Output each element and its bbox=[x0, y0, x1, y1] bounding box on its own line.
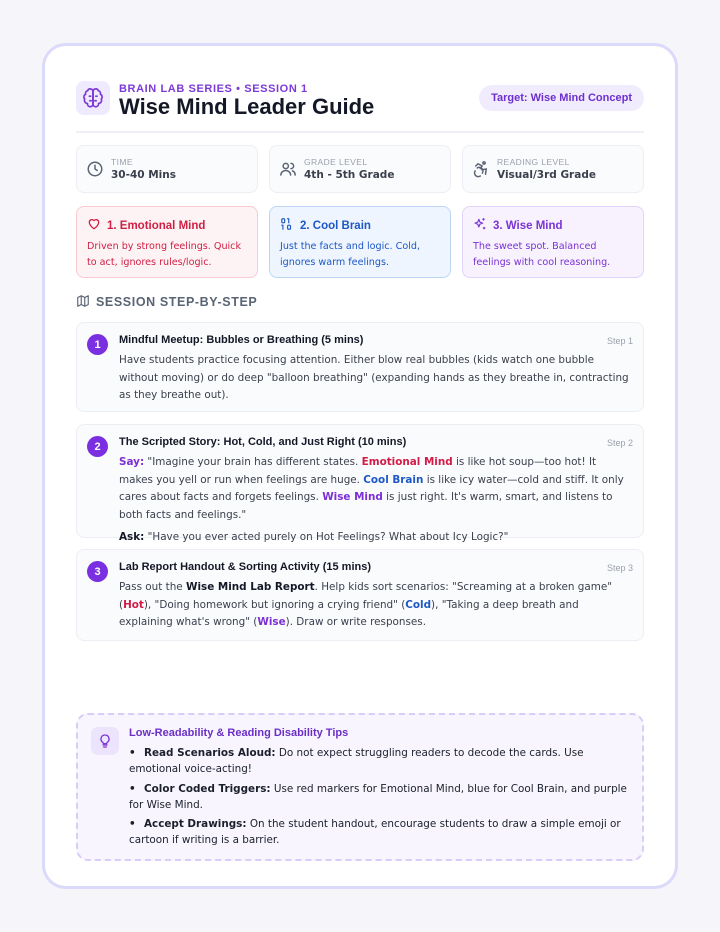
mind-title: 3. Wise Mind bbox=[493, 219, 563, 232]
guide-header bbox=[76, 79, 644, 133]
meta-label: READING LEVEL bbox=[497, 157, 570, 167]
hot-term: Hot bbox=[123, 598, 144, 611]
tip-item: • Color Coded Triggers: Use red markers for Emotional Mind, blue for Cool Brain, and purple for Wise Mind. bbox=[129, 782, 627, 811]
meta-row bbox=[76, 145, 644, 193]
mind-title: 1. Emotional Mind bbox=[107, 219, 206, 232]
step-title: The Scripted Story: Hot, Cold, and Just Right (10 mins) bbox=[119, 436, 407, 448]
say-label: Say: bbox=[119, 456, 145, 468]
accessibility-icon bbox=[472, 160, 490, 182]
users-icon bbox=[279, 160, 297, 182]
heart-icon bbox=[87, 217, 101, 234]
clock-icon bbox=[86, 160, 104, 182]
target-badge: Target: Wise Mind Concept bbox=[479, 85, 644, 111]
mind-description: Driven by strong feelings. Quick to act, ignores rules/logic. bbox=[87, 241, 242, 268]
step-label: Step 3 bbox=[606, 563, 633, 573]
cool-brain-term: Cool Brain bbox=[363, 473, 424, 486]
tips-box bbox=[76, 713, 644, 861]
step-body: Pass out the Wise Mind Lab Report. Help kids sort scenarios: "Screaming at a broken game" (Hot), "Doing homework but ignoring a crying friend" (Cold), "Taking a deep breath and explaining what's wrong" (Wise). Draw or write responses. bbox=[119, 581, 613, 628]
mind-card-wise bbox=[462, 206, 644, 278]
cold-term: Cold bbox=[405, 598, 432, 611]
section-title: SESSION STEP-BY-STEP bbox=[76, 293, 644, 311]
ask-label: Ask: bbox=[119, 531, 145, 543]
step-body bbox=[119, 454, 629, 547]
wise-mind-term: Wise Mind bbox=[322, 491, 383, 503]
mind-title: 2. Cool Brain bbox=[300, 219, 371, 232]
step-card-2 bbox=[76, 424, 644, 543]
meta-label: TIME bbox=[111, 157, 133, 167]
step-label: Step 2 bbox=[606, 438, 633, 448]
mind-description: The sweet spot. Balanced feelings with cool reasoning. bbox=[473, 241, 611, 268]
mind-cards bbox=[76, 206, 644, 278]
meta-label: GRADE LEVEL bbox=[304, 157, 368, 167]
page-title: Wise Mind Leader Guide bbox=[119, 94, 375, 119]
say-paragraph: Say: "Imagine your brain has different states. Emotional Mind is like hot soup—too hot! It makes you yell or run when feelings are huge. Cool Brain is like icy water—cold and stiff. It only cares about facts and forgets feelings. Wise Mind is just right. It's warm, smart, and listens to both facts and feelings." bbox=[119, 456, 624, 521]
binary-icon bbox=[280, 217, 294, 234]
meta-value: Visual/3rd Grade bbox=[497, 169, 596, 181]
brain-icon bbox=[76, 81, 110, 115]
sparkles-icon bbox=[473, 217, 487, 234]
step-number: 3 bbox=[87, 561, 108, 582]
step-title: Lab Report Handout & Sorting Activity (15 mins) bbox=[119, 561, 371, 573]
step-label: Step 1 bbox=[606, 336, 633, 346]
tips-title: Low-Readability & Reading Disability Tips bbox=[129, 727, 349, 739]
meta-grade bbox=[269, 145, 451, 193]
step-number: 2 bbox=[87, 436, 108, 457]
step-body: Have students practice focusing attention. Either blow real bubbles (kids watch one bubble without moving) or do deep "balloon breathing" (expanding hands as they breathe in, contracting as they breathe out). bbox=[119, 354, 629, 401]
tips-list bbox=[129, 745, 630, 852]
tip-item: • Read Scenarios Aloud: Do not expect struggling readers to decode the cards. Use emotional voice-acting! bbox=[129, 747, 584, 775]
meta-value: 30-40 Mins bbox=[111, 169, 177, 181]
step-number: 1 bbox=[87, 334, 108, 355]
emotional-mind-term: Emotional Mind bbox=[361, 456, 453, 468]
series-label: BRAIN LAB SERIES • SESSION 1 bbox=[119, 83, 308, 95]
tip-item: • Accept Drawings: On the student handout, encourage students to draw a simple emoji or cartoon if writing is a barrier. bbox=[129, 818, 621, 846]
map-icon bbox=[76, 294, 90, 311]
ask-paragraph: Ask: "Have you ever acted purely on Hot Feelings? What about Icy Logic?" bbox=[119, 531, 509, 543]
meta-time bbox=[76, 145, 258, 193]
step-card-3 bbox=[76, 549, 644, 641]
step-title: Mindful Meetup: Bubbles or Breathing (5 mins) bbox=[119, 334, 364, 346]
mind-description: Just the facts and logic. Cold, ignores warm feelings. bbox=[280, 241, 420, 268]
lightbulb-icon bbox=[91, 727, 119, 755]
wise-term: Wise bbox=[257, 616, 286, 628]
meta-reading bbox=[462, 145, 644, 193]
leader-guide-card bbox=[42, 43, 678, 889]
step-card-1 bbox=[76, 322, 644, 412]
mind-card-cool bbox=[269, 206, 451, 278]
mind-card-emotional bbox=[76, 206, 258, 278]
meta-value: 4th - 5th Grade bbox=[304, 169, 395, 181]
handout-name: Wise Mind Lab Report bbox=[185, 581, 315, 593]
